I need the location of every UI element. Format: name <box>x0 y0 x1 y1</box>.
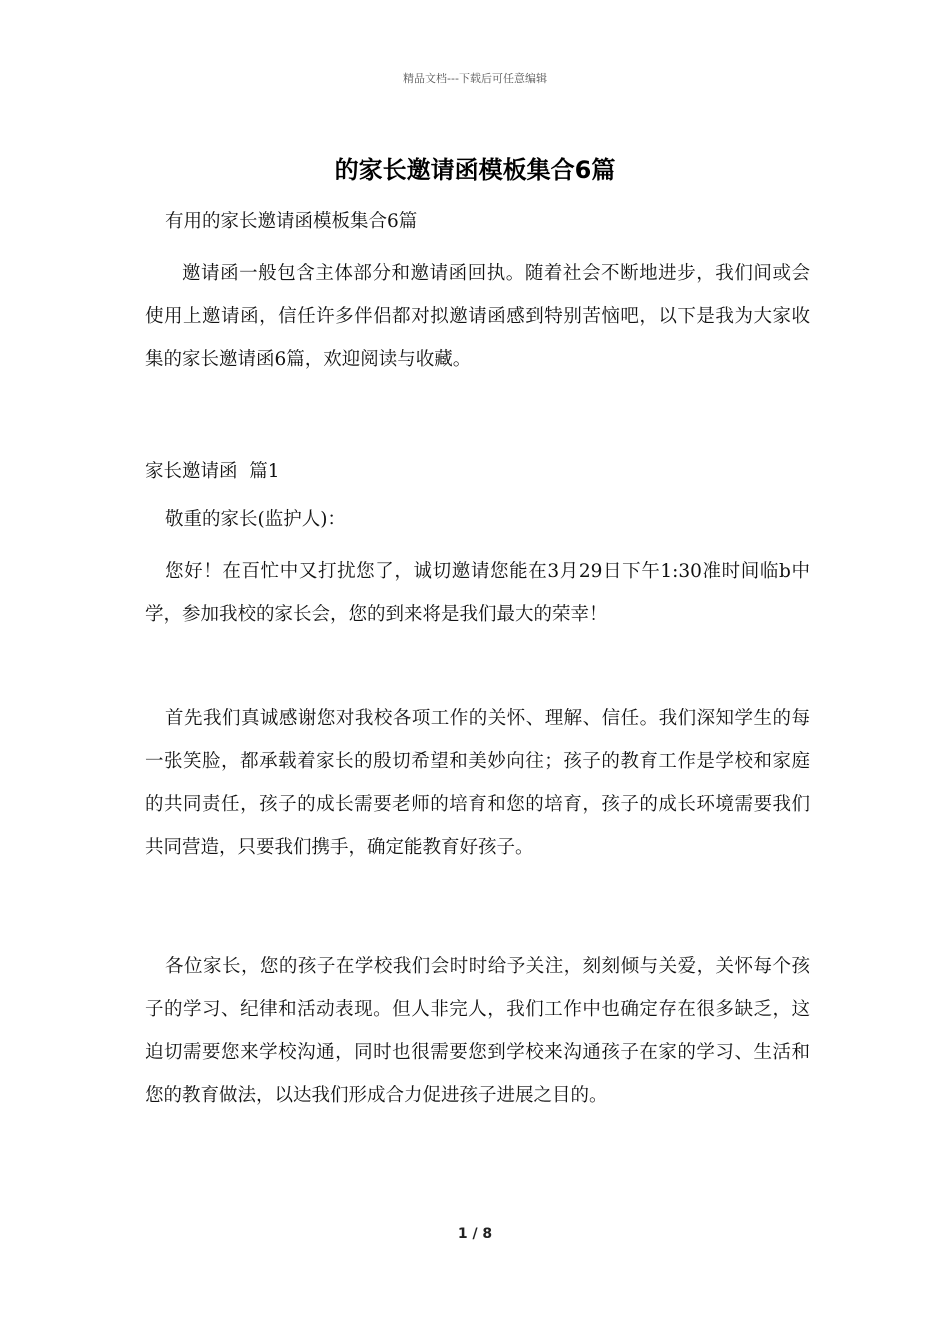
intro-paragraph: 邀请函一般包含主体部分和邀请函回执。随着社会不断地进步，我们间或会使用上邀请函，信任许多伴侣都对拟邀请函感到特别苦恼吧，以下是我为大家收集的家长邀请函6篇，欢迎阅读与收藏。 <box>145 263 810 370</box>
body-paragraph: 您好！在百忙中又打扰您了，诚切邀请您能在3月29日下午1:30准时间临b中学，参加我校的家长会，您的到来将是我们最大的荣幸！ <box>145 561 810 625</box>
page-header: 精品文档---下载后可任意编辑 <box>403 72 547 85</box>
salutation: 敬重的家长(监护人)： <box>165 509 346 530</box>
document-subtitle: 有用的家长邀请函模板集合6篇 <box>165 211 418 232</box>
page-number: 1 / 8 <box>457 1226 493 1242</box>
body-paragraph: 各位家长，您的孩子在学校我们会时时给予关注，刻刻倾与关爱，关怀每个孩子的学习、纪律和活动表现。但人非完人，我们工作中也确定存在很多缺乏，这迫切需要您来学校沟通，同时也很需要您到学校来沟通孩子在家的学习、生活和您的教育做法，以达我们形成合力促进孩子进展之目的。 <box>145 956 810 1106</box>
body-paragraph: 首先我们真诚感谢您对我校各项工作的关怀、理解、信任。我们深知学生的每一张笑脸，都承载着家长的殷切希望和美妙向往；孩子的教育工作是学校和家庭的共同责任，孩子的成长需要老师的培育和您的培育，孩子的成长环境需要我们共同营造，只要我们携手，确定能教育好孩子。 <box>145 708 810 858</box>
section-heading: 家长邀请函 篇1 <box>145 461 280 482</box>
document-title: 的家长邀请函模板集合6篇 <box>334 156 616 184</box>
